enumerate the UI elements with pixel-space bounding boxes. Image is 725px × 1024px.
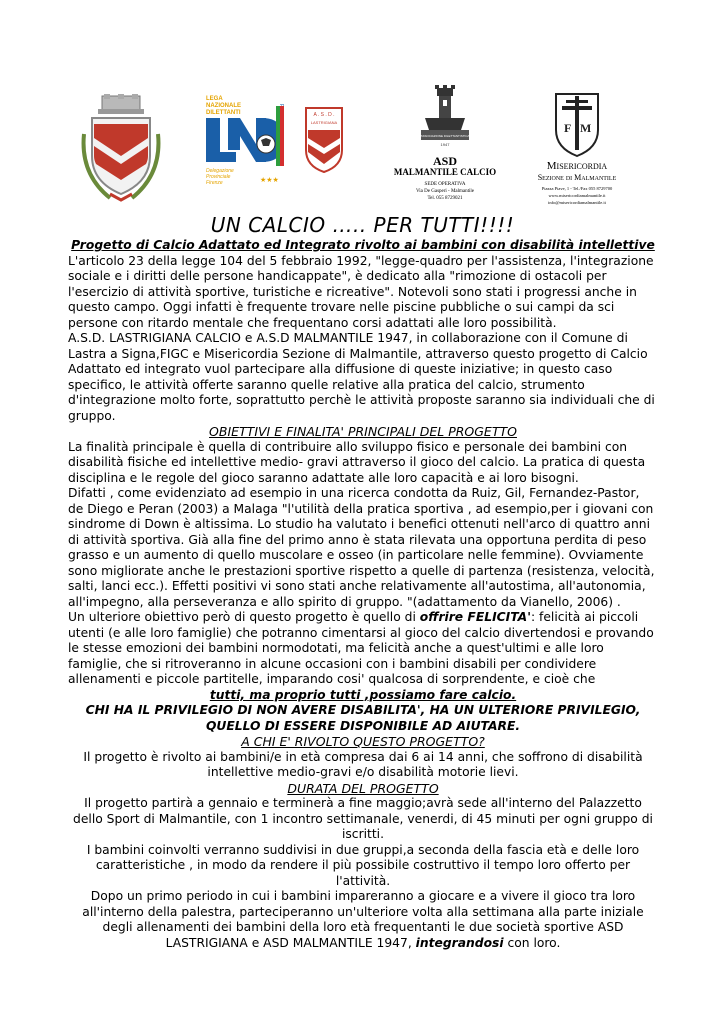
- malmantile-title-name: MALMANTILE CALCIO: [393, 167, 497, 177]
- svg-text:★★★: ★★★: [260, 176, 279, 184]
- town-crest-logo: [80, 94, 162, 202]
- lnd-sub2: Provinciale: [206, 174, 231, 180]
- misericordia-website: www.misericordiamalmantile.it: [548, 193, 606, 198]
- lnd-logo: [200, 88, 292, 192]
- malmantile-sede: SEDE OPERATIVA: [424, 182, 466, 187]
- asd-crest-name: LASTRIGIANA: [310, 120, 338, 125]
- lnd-line1: LEGA: [206, 96, 223, 102]
- document-subtitle: Progetto di Calcio Adattato ed Integrato rivolto ai bambini con disabilità intellettive: [71, 238, 655, 252]
- lnd-sub3: Firenze: [206, 180, 223, 186]
- duration-p3-emphasis: integrandosi: [415, 935, 504, 950]
- misericordia-section: Sezione di Malmantile: [537, 173, 617, 182]
- malmantile-seal-text: ASSOCIAZIONE DILETTANTISTICA: [420, 134, 470, 138]
- misericordia-email: info@misericordiamalmantile.it: [548, 200, 606, 205]
- objectives-p3-after: : felicità ai piccoli utenti (e alle loro famiglie) che potranno cimentarsi al gioco del calcio divertendosi e provando le stesse emozioni dei bambini normodotati, ma felicità anche a quest'ultimi e alle loro famiglie, che si ritroveranno in alcune occasioni con i bambini disabili per condividere allenamenti e piccole partitelle, imparando cosi' qualcosa di sorprendente, e cioè che: [68, 610, 654, 686]
- duration-paragraph-1: Il progetto partirà a gennaio e terminerà a fine maggio;avrà sede all'interno del Palazzetto dello Sport di Malmantile, con 1 incontro settimanale, venerdi, di 45 minuti per ogni gruppo di iscritti.: [73, 796, 653, 841]
- asd-crest-letters: A . S . D .: [313, 112, 335, 118]
- lastrigiana-crest-logo: [304, 106, 344, 174]
- duration-p3-before: Dopo un primo periodo in cui i bambini impareranno a giocare e a vivere il gioco tra loro all'interno della palestra, parteciperanno un'ulteriore volta alla settimana alla parte iniziale degli allenamenti dei bambini della loro età frequentanti le due società sportive ASD LASTRIGIANA e ASD MALMANTILE 1947,: [82, 889, 644, 950]
- intro-paragraph-1: L'articolo 23 della legge 104 del 5 febbraio 1992, "legge-quadro per l'assistenza, l'integrazione sociale e i diritti delle persone handicappate", è dedicato alla "rimozione di ostacoli per l'esercizio di attività sportive, turistiche e ricreative". Notevoli sono stati i progressi anche in questo campo. Oggi infatti è frequente trovare nelle piscine pubbliche o sui campi da sci persone con ritardo mentale che frequentano corsi adattati alle loro possibilità.: [68, 253, 654, 330]
- objectives-p3-before: Un ulteriore obiettivo però di questo progetto è quello di: [68, 610, 420, 624]
- objectives-paragraph-2: Difatti , come evidenziato ad esempio in una ricerca condotta da Ruiz, Gil, Fernandez-Pastor, de Diego e Peran (2003) a Malaga "l'utilità della pratica sportiva , ad esempio,per i giovani con sindrome di Down è altissima. Lo studio ha valutato i benefici ottenuti nell'arco di quattro anni di attività sportiva. Già alla fine del primo anno è stata rilevata una opportuna perdita di peso grasso e un aumento di quello muscolare e osseo (in particolare nelle femmine). Ovviamente sono migliorate anche le prestazioni sportive rispetto a quelle di partenza (resistenza, velocità, salti, lanci ecc.). Effetti positivi vi sono stati anche relativamente all'autostima, all'autonomia, all'impegno, alla perseveranza e allo spirito di gruppo. "(adattamento da Vianello, 2006) .: [68, 486, 655, 609]
- duration-paragraph-3: [68, 889, 658, 951]
- duration-heading: DURATA DEL PROGETTO: [287, 780, 439, 796]
- document-body: [68, 238, 658, 951]
- misericordia-address: Piazza Piave, 1 - Tel./Fax 055 8729700: [541, 186, 613, 191]
- malmantile-calcio-logo: [385, 82, 505, 207]
- misericordia-logo: [522, 86, 632, 208]
- duration-p3-after: con loro.: [503, 935, 561, 950]
- misericordia-cross-icon: [522, 86, 632, 158]
- malmantile-year: 1947: [440, 142, 450, 147]
- objectives-tagline: tutti, ma proprio tutti ,possiamo fare calcio.: [209, 687, 517, 702]
- intro-paragraph-2: A.S.D. LASTRIGIANA CALCIO e A.S.D MALMANTILE 1947, in collaborazione con il Comune di Lastra a Signa,FIGC e Misericordia Sezione di Malmantile, attraverso questo progetto di Calcio Adattato ed integrato vuol partecipare alla diffusione di queste iniziative; in questo caso specifico, le attività offerte saranno quelle relative alla pratica del calcio, strumento d'integrazione molto forte, soprattutto perchè le attività proposte saranno sia individuali che di gruppo.: [68, 331, 655, 423]
- duration-paragraph-2: I bambini coinvolti verranno suddivisi in due gruppi,a seconda della fascia età e delle loro caratteristiche , in modo da rendere il più possibile costruttivo il tempo loro offerto per l'attività.: [86, 842, 640, 888]
- target-paragraph: Il progetto è rivolto ai bambini/e in età compresa dai 6 ai 14 anni, che soffrono di disabilità intellettive medio-gravi e/o disabilità motorie lievi.: [83, 749, 643, 779]
- misericordia-title: Misericordia: [546, 160, 608, 172]
- objectives-paragraph-3: [68, 610, 658, 688]
- objectives-paragraph-1: La finalità principale è quella di contribuire allo sviluppo fisico e personale dei bambini con disabilità fisiche ed intellettive medio- gravi attraverso il gioco del calcio. La pratica di questa disciplina e le regole del gioco saranno adattate alle loro capacità e ai loro bisogni.: [68, 439, 646, 485]
- objectives-privilege-line-1: CHI HA IL PRIVILEGIO DI NON AVERE DISABILITA', HA UN ULTERIORE PRIVILEGIO,: [85, 703, 641, 717]
- objectives-p3-emphasis: offrire FELICITA': [419, 610, 531, 624]
- objectives-heading: OBIETTIVI E FINALITA' PRINCIPALI DEL PROGETTO: [209, 424, 517, 439]
- lnd-line2: NAZIONALE: [206, 103, 241, 109]
- svg-text:M: M: [580, 121, 592, 135]
- malmantile-tower-icon: [385, 82, 505, 152]
- target-heading: A CHI E' RIVOLTO QUESTO PROGETTO?: [241, 734, 485, 749]
- lnd-line3: DILETTANTI: [206, 110, 241, 116]
- svg-text:F: F: [564, 121, 572, 135]
- malmantile-address: Via De Gasperi - Malmantile: [415, 189, 474, 194]
- malmantile-phone: Tel. 055 8729021: [427, 196, 463, 201]
- logo-strip: [0, 82, 725, 210]
- malmantile-title-asd: ASD: [432, 154, 457, 168]
- objectives-privilege-line-2: QUELLO DI ESSERE DISPONIBILE AD AIUTARE.: [205, 718, 521, 733]
- lnd-sub1: Delegazione: [206, 168, 234, 174]
- document-title: UN CALCIO ….. PER TUTTI!!!!: [210, 213, 515, 237]
